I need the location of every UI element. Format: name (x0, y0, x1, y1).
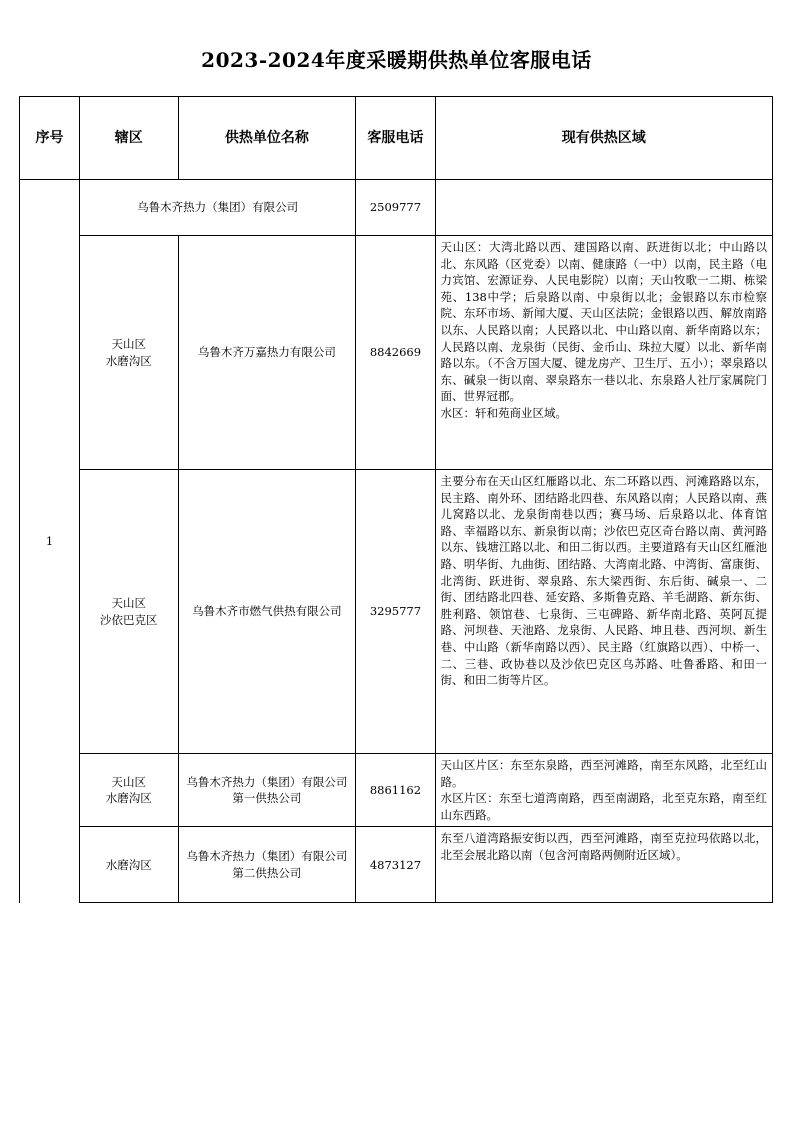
phone-cell: 2509777 (356, 180, 435, 236)
area-cell (435, 754, 772, 827)
phone-cell: 8842669 (356, 236, 435, 470)
area-paragraph: 水区：轩和苑商业区域。 (440, 405, 568, 420)
area-cell (435, 470, 772, 754)
heating-units-table (19, 96, 773, 903)
header-district: 辖区 (79, 97, 178, 180)
phone-cell: 8861162 (356, 754, 435, 827)
area-paragraph: 天山区片区：东至东泉路，西至河滩路，南至东风路，北至红山路。 (440, 758, 767, 789)
header-seq: 序号 (20, 97, 80, 180)
area-cell (435, 236, 772, 470)
header-row (20, 97, 773, 180)
district-cell: 天山区 沙依巴克区 (79, 470, 178, 754)
table-row (20, 236, 773, 470)
phone-cell: 4873127 (356, 827, 435, 903)
area-paragraph: 东至八道湾路振安街以西，西至河滩路，南至克拉玛依路以北，北至会展北路以南（包含河南路两侧附近区域）。 (440, 831, 767, 862)
district-cell: 天山区 水磨沟区 (79, 236, 178, 470)
table-row (20, 470, 773, 754)
unit-name-cell: 乌鲁木齐热力（集团）有限公司 (79, 180, 355, 236)
page-title: 2023-2024年度采暖期供热单位客服电话 (201, 48, 592, 72)
district-cell: 天山区 水磨沟区 (79, 754, 178, 827)
table-row (20, 180, 773, 236)
unit-name-cell: 乌鲁木齐热力（集团）有限公司第一供热公司 (178, 754, 356, 827)
header-area: 现有供热区域 (435, 97, 772, 180)
unit-name-cell: 乌鲁木齐市燃气供热有限公司 (178, 470, 356, 754)
unit-name-cell: 乌鲁木齐万嘉热力有限公司 (178, 236, 356, 470)
table-row (20, 827, 773, 903)
area-cell (435, 180, 772, 236)
area-paragraph: 天山区：大湾北路以西、建国路以南、跃进街以北；中山路以北、东风路（区党委）以南、健康路（一中）以南，民主路（电力宾馆、宏源证券、人民电影院）以南；天山牧歌一二期、栋梁苑、138中学；后泉路以南、中泉街以北；金银路以东市检察院、东环市场、新闻大厦、天山区法院；金银路以西、解放南路以东、人民路以南；人民路以北、中山路以南、新华南路以东；人民路以南、龙泉街（民街、金币山、珠拉大厦）以北、新华南路以东。（不含万国大厦、键龙房产、卫生厅、五小）；翠泉路以东、碱泉一街以南、翠泉路东一巷以北、东泉路人社厅家属院门面、世界冠郡。 (440, 240, 767, 404)
table-row (20, 754, 773, 827)
header-unit-name: 供热单位名称 (178, 97, 356, 180)
district-cell: 水磨沟区 (79, 827, 178, 903)
phone-cell: 3295777 (356, 470, 435, 754)
area-paragraph: 主要分布在天山区红雁路以北、东二环路以西、河滩路路以东，民主路、南外环、团结路北四巷、东风路以南；人民路以南、燕儿窝路以北、龙泉街南巷以西；赛马场、后泉路以北、体育馆路、幸福路以东、新泉街以南；沙依巴克区奇台路以南、黄河路以东、钱塘江路以北、和田二街以西。主要道路有天山区红雁池路、明华街、九曲街、团结路、大湾南北路、中湾街、富康街、北湾街、跃进街、翠泉路、东大梁西街、东后街、碱泉一、二街、团结路北四巷、延安路、多斯鲁克路、羊毛湖路、新东街、胜利路、领馆巷、七泉街、三屯碑路、新华南北路、英阿瓦提路、河坝巷、天池路、龙泉街、人民路、坤且巷、西河坝、新生巷、中山路（新华南路以西）、民主路（红旗路以西）、中桥一、二、三巷、政协巷以及沙依巴克区乌苏路、吐鲁番路、和田一街、和田二街等片区。 (440, 474, 767, 688)
unit-name-cell: 乌鲁木齐热力（集团）有限公司第二供热公司 (178, 827, 356, 903)
area-cell (435, 827, 772, 903)
seq-cell: 1 (20, 180, 80, 903)
area-paragraph: 水区片区：东至七道湾南路，西至南湖路，北至克东路，南至红山东西路。 (440, 791, 767, 822)
header-phone: 客服电话 (356, 97, 435, 180)
